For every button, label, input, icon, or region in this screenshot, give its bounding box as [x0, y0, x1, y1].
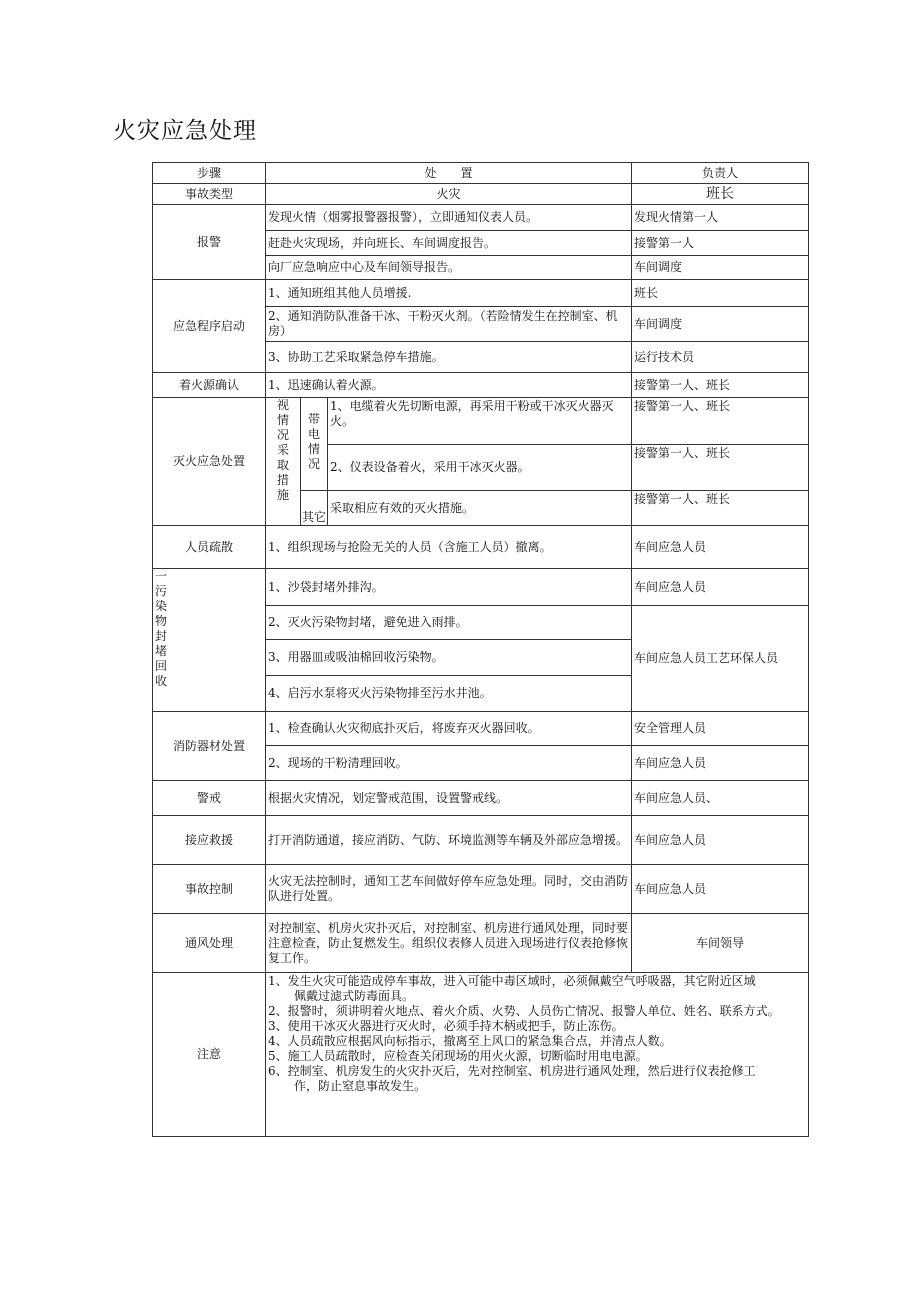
vertical-char: 回 [155, 659, 168, 673]
page-title: 火灾应急处理 [113, 118, 257, 144]
step-label: 接应救援 [153, 816, 266, 865]
action-cell: 2、仪表设备着火，采用干冰灭火器。 [328, 445, 632, 491]
action-cell: 3、用器皿或吸油棉回收污染物。 [266, 640, 632, 676]
vertical-char: 取 [276, 458, 289, 472]
owner-cell: 车间应急人员 [632, 569, 809, 606]
other-label: 其它 [301, 491, 328, 526]
vertical-label-pollution [153, 569, 266, 712]
action-cell: 2、灭火污染物封堵，避免进入雨排。 [266, 606, 632, 640]
note-item: 3、使用干冰灭火器进行灭火时，必须手持木柄或把手，防止冻伤。 [268, 1019, 624, 1033]
vertical-char: 况 [276, 428, 289, 442]
owner-cell: 班长 [632, 280, 809, 307]
table-row [153, 569, 809, 606]
vertical-char: 况 [307, 457, 320, 471]
action-cell: 1、检查确认火灾彻底扑灭后，将废弃灭火器回收。 [266, 712, 632, 746]
table-row [153, 184, 809, 205]
table-row [153, 865, 809, 914]
step-label: 事故控制 [153, 865, 266, 914]
action-cell: 采取相应有效的灭火措施。 [328, 491, 632, 526]
step-label: 消防器材处置 [153, 712, 266, 781]
table-row [153, 280, 809, 307]
action-cell: 火灾 [266, 184, 632, 205]
vertical-label-measures [266, 398, 301, 526]
vertical-char: 封 [155, 629, 168, 643]
step-label: 应急程序启动 [153, 280, 266, 373]
step-label: 事故类型 [153, 184, 266, 205]
vertical-char: 污 [155, 584, 168, 598]
header-owner: 负责人 [632, 163, 809, 184]
note-item: 1、发生火灾可能造成停车事故，进入可能中毒区域时，必须佩戴空气呼吸器，其它附近区域 佩戴过滤式防毒面具。 [268, 974, 756, 1003]
vertical-char: 情 [276, 413, 289, 427]
action-cell: 打开消防通道，接应消防、气防、环境监测等车辆及外部应急增援。 [266, 816, 632, 865]
table-header-row [153, 163, 809, 184]
owner-cell: 接警第一人、班长 [632, 491, 809, 526]
vertical-char: 染 [155, 599, 168, 613]
owner-cell: 车间领导 [632, 914, 809, 973]
table-row [153, 816, 809, 865]
action-cell: 火灾无法控制时，通知工艺车间做好停车应急处理。同时，交由消防队进行处置。 [266, 865, 632, 914]
owner-cell: 运行技术员 [632, 342, 809, 373]
vertical-char: 采 [276, 443, 289, 457]
step-label: 注意 [153, 973, 266, 1137]
vertical-char: 带 [307, 412, 320, 426]
action-cell: 2、通知消防队准备干冰、干粉灭火剂。（若险情发生在控制室、机房） [266, 307, 632, 342]
owner-cell: 接警第一人 [632, 231, 809, 256]
step-label: 警戒 [153, 781, 266, 816]
table-row [153, 973, 809, 1137]
owner-cell: 接警第一人、班长 [632, 398, 809, 445]
table-row [153, 781, 809, 816]
vertical-char: 一 [155, 569, 168, 583]
action-cell: 发现火情（烟雾报警器报警），立即通知仪表人员。 [266, 205, 632, 231]
action-cell: 向厂应急响应中心及车间领导报告。 [266, 256, 632, 280]
step-label: 通风处理 [153, 914, 266, 973]
owner-cell: 车间应急人员工艺环保人员 [632, 606, 809, 712]
owner-cell: 接警第一人、班长 [632, 445, 809, 491]
header-action: 处 置 [266, 163, 632, 184]
owner-cell: 车间应急人员、 [632, 781, 809, 816]
owner-cell: 车间调度 [632, 307, 809, 342]
fire-emergency-table [152, 162, 809, 1137]
action-cell: 对控制室、机房火灾扑灭后，对控制室、机房进行通风处理，同时要注意检查，防止复燃发生。组织仪表修人员进入现场进行仪表抢修恢复工作。 [266, 914, 632, 973]
table-row [153, 373, 809, 398]
table-row [153, 526, 809, 569]
step-label: 报警 [153, 205, 266, 280]
action-cell: 1、沙袋封堵外排沟。 [266, 569, 632, 606]
owner-cell: 车间应急人员 [632, 746, 809, 781]
note-item: 2、报警时，须讲明着火地点、着火介质、火势、人员伤亡情况、报警人单位、姓名、联系方式。 [268, 1004, 780, 1018]
owner-cell: 发现火情第一人 [632, 205, 809, 231]
action-cell: 1、迅速确认着火源。 [266, 373, 632, 398]
action-cell: 赶赴火灾现场，并向班长、车间调度报告。 [266, 231, 632, 256]
notes-cell [266, 973, 809, 1137]
vertical-char: 收 [155, 674, 168, 688]
action-cell: 4、启污水泵将灭火污染物排至污水井池。 [266, 676, 632, 712]
action-cell: 1、通知班组其他人员增援. [266, 280, 632, 307]
owner-cell: 接警第一人、班长 [632, 373, 809, 398]
vertical-label-electric [301, 398, 328, 491]
owner-cell: 车间应急人员 [632, 816, 809, 865]
note-item: 5、施工人员疏散时，应检查关闭现场的用火火源，切断临时用电电源。 [268, 1049, 648, 1063]
step-label: 着火源确认 [153, 373, 266, 398]
vertical-char: 视 [276, 398, 289, 412]
vertical-char: 物 [155, 614, 168, 628]
step-label: 人员疏散 [153, 526, 266, 569]
note-item: 6、控制室、机房发生的火灾扑灭后，先对控制室、机房进行通风处理，然后进行仪表抢修工 作，防止窒息事故发生。 [268, 1064, 756, 1093]
table-row [153, 914, 809, 973]
vertical-char: 情 [307, 442, 320, 456]
owner-cell: 班长 [632, 184, 809, 205]
vertical-char: 电 [307, 427, 320, 441]
note-item: 4、人员疏散应根据风向标指示，撤离至上风口的紧急集合点，并清点人数。 [268, 1034, 672, 1048]
owner-cell: 安全管理人员 [632, 712, 809, 746]
action-cell: 1、组织现场与抢险无关的人员（含施工人员）撤离。 [266, 526, 632, 569]
action-cell: 根据火灾情况，划定警戒范围，设置警戒线。 [266, 781, 632, 816]
action-cell: 1、电缆着火先切断电源，再采用干粉或干冰灭火器灭火。 [328, 398, 632, 445]
vertical-char: 堵 [155, 644, 168, 658]
table-row [153, 712, 809, 746]
vertical-char: 施 [276, 488, 289, 502]
table-row [153, 205, 809, 231]
step-label: 灭火应急处置 [153, 398, 266, 526]
owner-cell: 车间应急人员 [632, 865, 809, 914]
action-cell: 2、现场的干粉清理回收。 [266, 746, 632, 781]
table-row [153, 398, 809, 445]
vertical-char: 措 [276, 473, 289, 487]
action-cell: 3、协助工艺采取紧急停车措施。 [266, 342, 632, 373]
owner-cell: 车间调度 [632, 256, 809, 280]
owner-cell: 车间应急人员 [632, 526, 809, 569]
header-step: 步骤 [153, 163, 266, 184]
